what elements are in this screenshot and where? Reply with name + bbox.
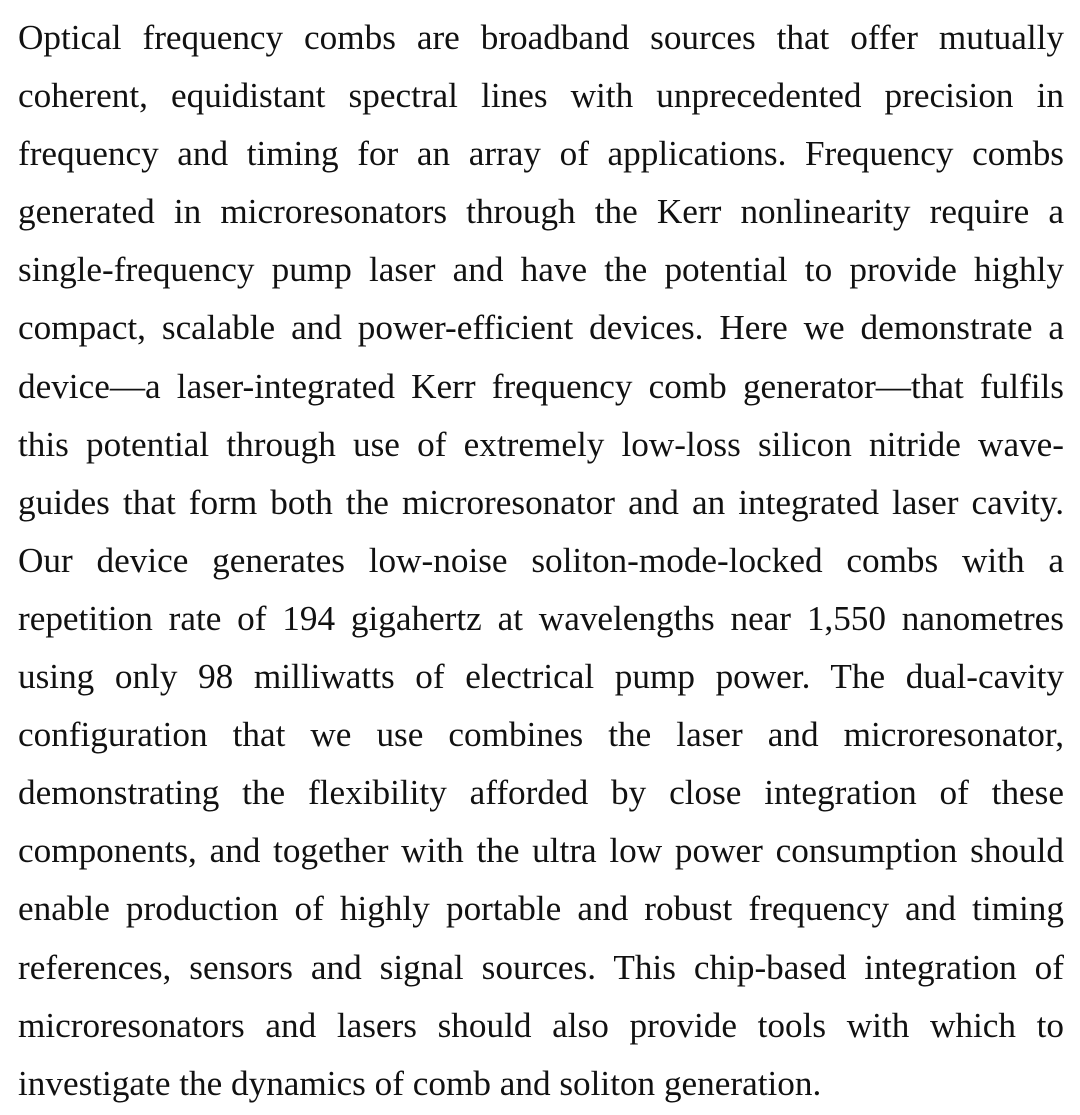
- text-line-13: configuration that we use combines the laser and microresonator,: [18, 715, 1064, 755]
- text-line-9: guides that form both the microresonator and an integrated laser cavity.: [18, 482, 1064, 522]
- text-line-4: generated in microresonators through the Kerr nonlinearity require a: [18, 192, 1064, 232]
- text-line-12: using only 98 milliwatts of electrical pump power. The dual-cavity: [18, 657, 1064, 697]
- text-line-11: repetition rate of 194 gigahertz at wavelengths near 1,550 nanometres: [18, 598, 1064, 638]
- text-line-8: this potential through use of extremely low-loss silicon nitride wave-: [18, 424, 1064, 464]
- text-line-6: compact, scalable and power-efficient devices. Here we demonstrate a: [18, 308, 1064, 348]
- abstract-paragraph: [18, 9, 1064, 1113]
- text-line-15: components, and together with the ultra low power consumption should: [18, 831, 1064, 871]
- text-line-14: demonstrating the flexibility afforded by close integration of these: [18, 773, 1064, 813]
- text-line-1: Optical frequency combs are broadband sources that offer mutually: [18, 18, 1064, 57]
- text-line-3: frequency and timing for an array of applications. Frequency combs: [18, 134, 1064, 174]
- text-line-19: investigate the dynamics of comb and soliton generation.: [18, 1063, 822, 1103]
- text-line-2: coherent, equidistant spectral lines with unprecedented precision in: [18, 76, 1064, 116]
- text-line-7: device—a laser-integrated Kerr frequency comb generator—that fulfils: [18, 366, 1064, 406]
- text-line-16: enable production of highly portable and robust frequency and timing: [18, 889, 1064, 929]
- text-line-10: Our device generates low-noise soliton-mode-locked combs with a: [18, 540, 1064, 580]
- text-line-5: single-frequency pump laser and have the potential to provide highly: [18, 250, 1064, 290]
- text-line-17: references, sensors and signal sources. This chip-based integration of: [18, 947, 1064, 987]
- text-line-18: microresonators and lasers should also provide tools with which to: [18, 1005, 1064, 1045]
